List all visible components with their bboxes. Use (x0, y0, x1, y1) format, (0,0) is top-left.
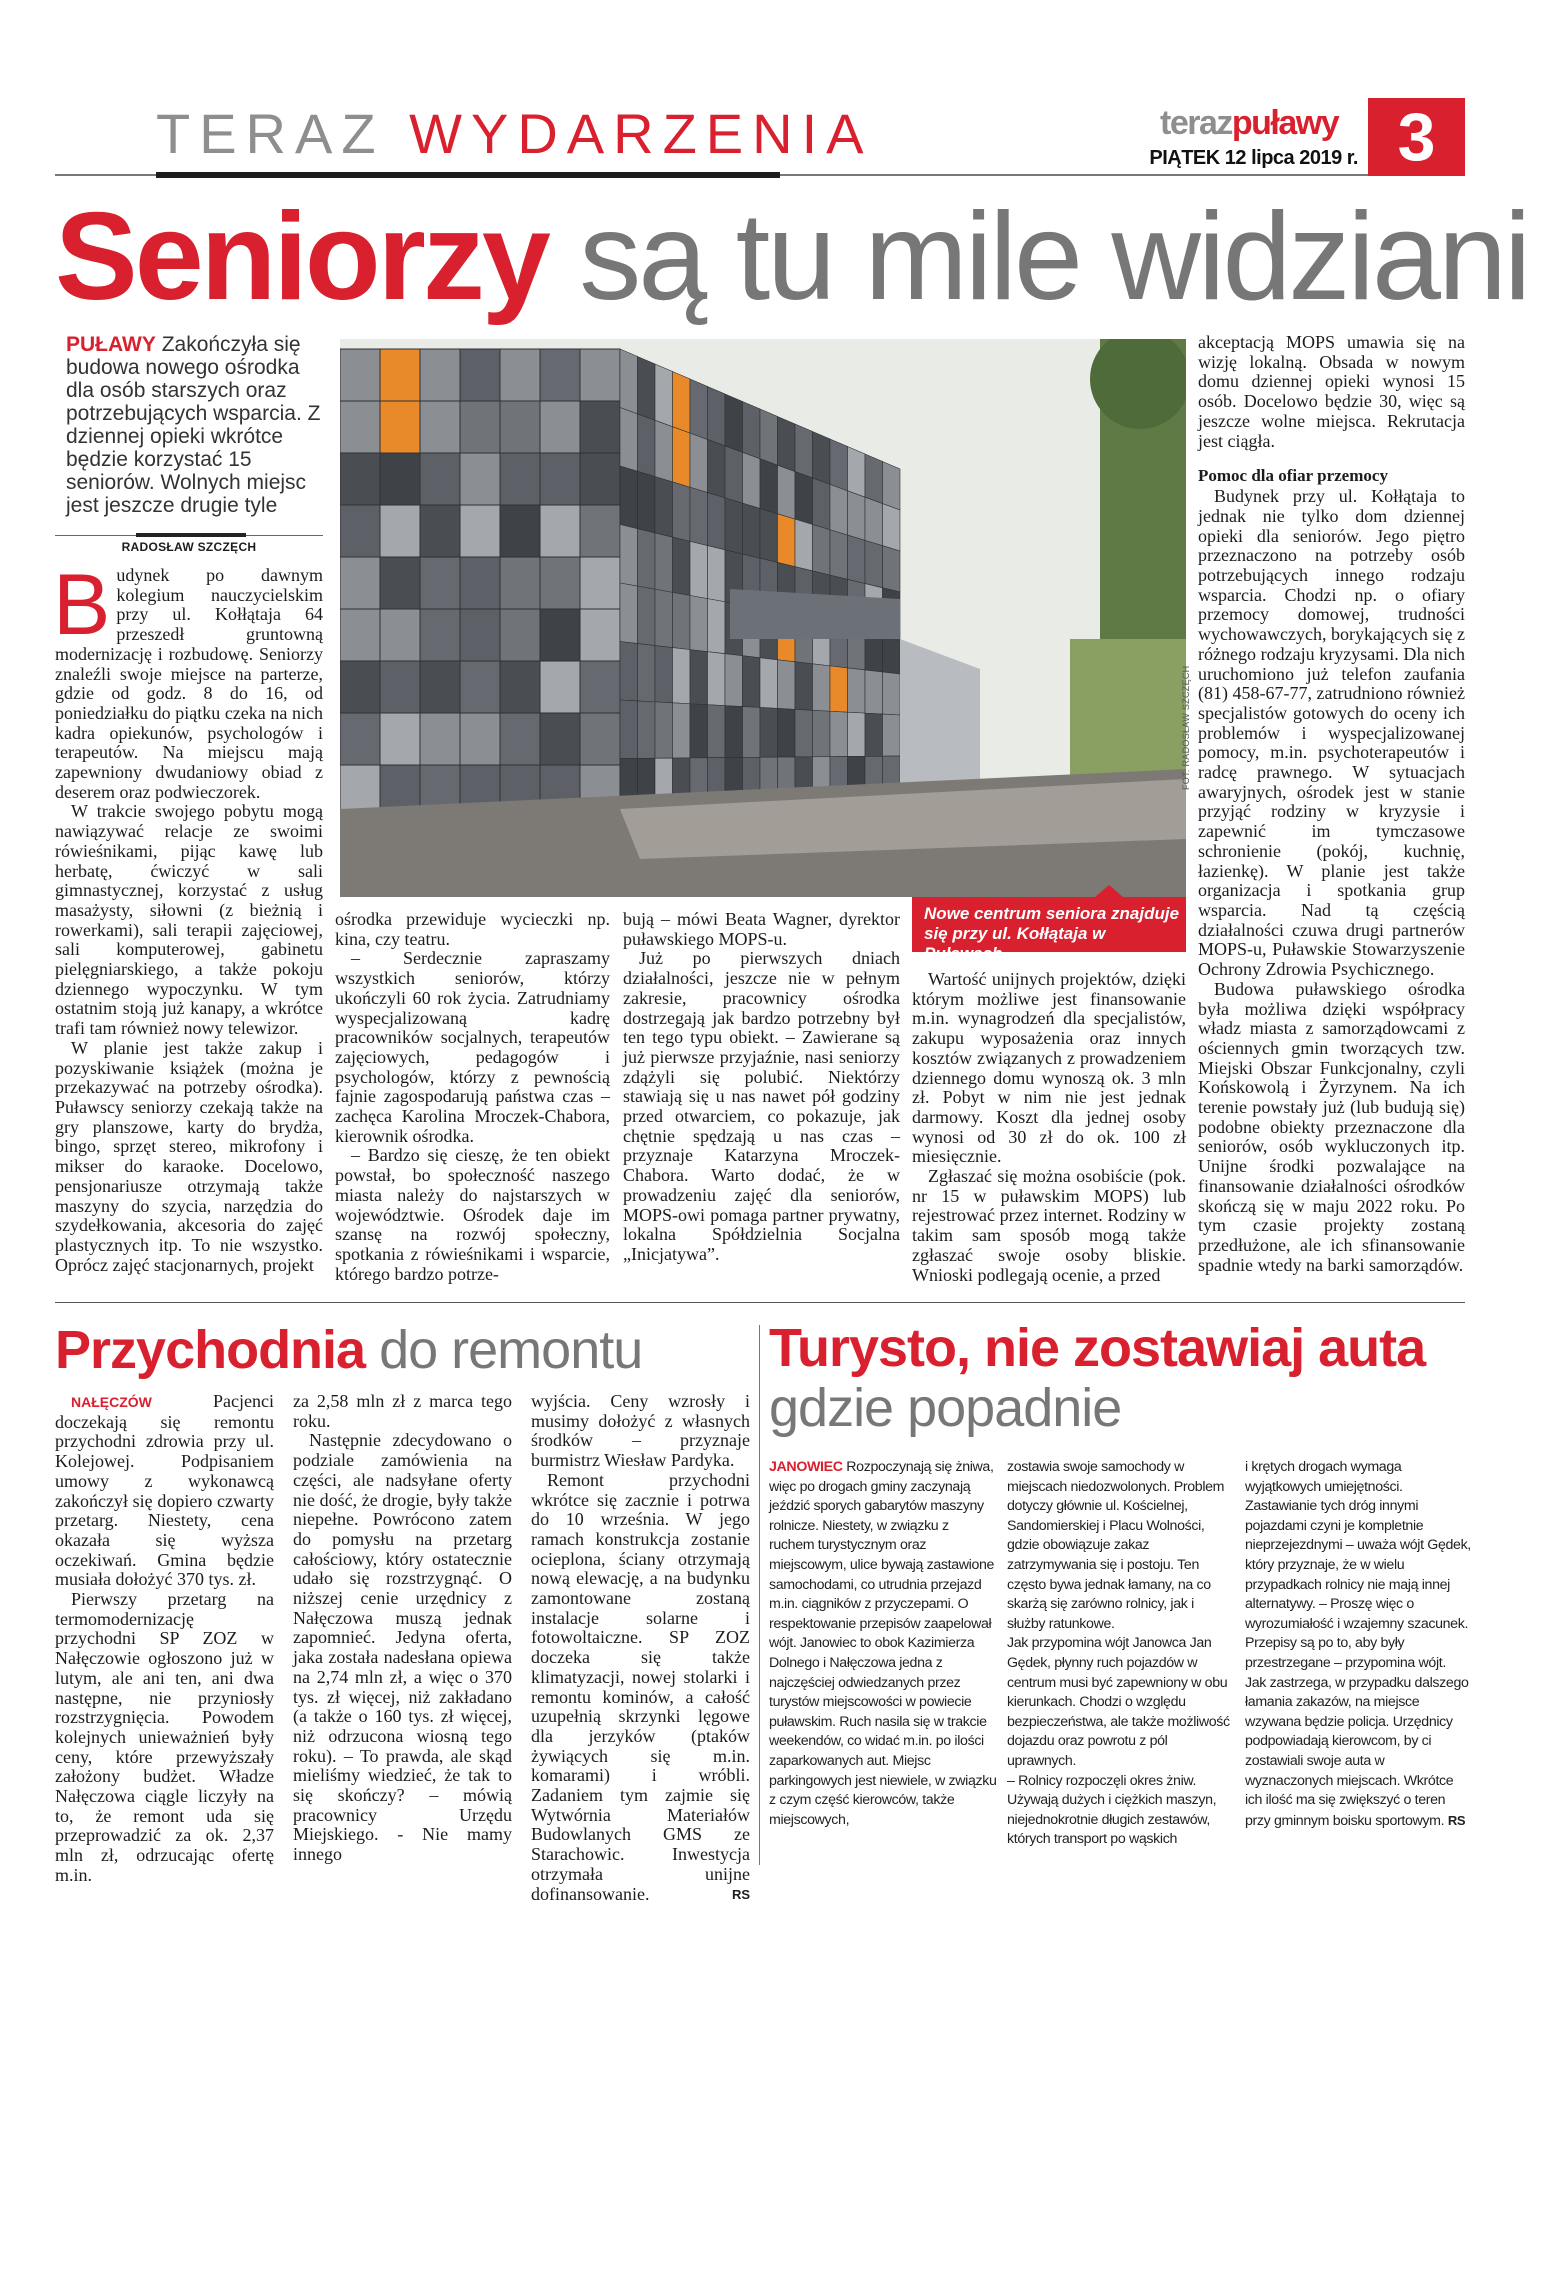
facade-panel (620, 408, 638, 472)
facade-panel (743, 656, 761, 708)
facade-panel (743, 402, 761, 459)
facade-panel (420, 401, 460, 453)
facade-panel (795, 709, 813, 757)
paragraph: bują – mówi Beata Wagner, dyrektor puławskiego MOPS-u. (623, 909, 900, 949)
facade-panel (708, 705, 726, 758)
facade-panel (865, 670, 883, 714)
facade-panel (778, 417, 796, 472)
facade-panel (830, 530, 848, 580)
paragraph: W trakcie swojego pobytu mogą nawiązywać relacje ze swoimi rówieśnikami, pijąc kawę lub herbatę, ćwiczyć w sali gimnastycznej, korzystać z usług masażysty, siłowni (z bieżnią i rowerkami), sali terapii zajęciowej, sali komputerowej, gabinetu pielęgniarskiego, a także pokoju dziennego wypoczynku. W tym ostatnim stoją już kanapy, a wkrótce trafi tam również nowy telewizor. (55, 801, 323, 1039)
facade-panel (673, 592, 691, 649)
headline-red: Seniorzy (55, 188, 548, 326)
facade-panel (830, 439, 848, 491)
paragraph-text: Pacjenci doczekają się remontu przychodni zdrowia przy ul. Kolejowej. Podpisaniem umowy z wykonawcą zakończył się dopiero czwarty przetarg. Niestety, cena okazała się wyższa oczekiwań. Gmina będzie musiała dołożyć 370 tys. zł. (55, 1391, 274, 1590)
paragraph-text: Remont przychodni wkrótce się zacznie i potrwa do 10 września. W jego ramach konstrukcja zostanie ocieplona, ściany otrzymają nową elewację, a na budynku zamontowane zostaną instalacje solarne i fotowoltaiczne. SP ZOZ doczeka się także klimatyzacji, nowej stolarki i remontu kominów, a całość uzupełnią skrzynki lęgowe dla jerzyków (ptaków żywiących się m.in. komarami) i wróbli. Zadaniem tym zajmie się Wytwórnia Materiałów Budowlanych GMS ze Starachowic. Inwestycja otrzymała unijne dofinansowanie. (531, 1469, 750, 1904)
newspaper-logo (1160, 104, 1338, 142)
facade-panel (540, 713, 580, 765)
facade-panel (460, 661, 500, 713)
headline-grey: są tu mile widziani (579, 188, 1529, 326)
facade-panel (830, 711, 848, 756)
facade-panel (460, 349, 500, 401)
tourist-headline-grey: gdzie popadnie (769, 1378, 1122, 1438)
facade-panel (813, 524, 831, 575)
facade-panel (420, 453, 460, 505)
facade-panel (620, 700, 638, 759)
facade-panel (500, 557, 540, 609)
facade-panel (778, 514, 796, 567)
facade-panel (340, 609, 380, 661)
facade-panel (500, 609, 540, 661)
caption-notch (1095, 885, 1123, 897)
facade-panel (673, 703, 691, 758)
paragraph: Pierwszy przetarg na termomodernizację przychodni SP ZOZ w Nałęczowie ogłoszono już w lutym, ale ani ten, ani dwa następne, nie przyniosły rozstrzygnięcia. Powodem kolejnych unieważnień były ceny, które przewyższały założony budżet. Władze Nałęczowa ciągle liczyły na to, że remont uda się przeprowadzić za ok. 2,37 mln zł, odrzucając ofertę m.in. (55, 1589, 274, 1885)
facade-panel (540, 661, 580, 713)
facade-panel (673, 648, 691, 704)
paragraph: Jak przypomina wójt Janowca Jan Gędek, płynny ruch pojazdów w centrum musi być zapewniony w obu kierunkach. Chodzi o względu bezpieczeństwa, ale także możliwość dojazdu oraz powrotu z pól uprawnych. (1007, 1635, 1230, 1769)
facade-panel (580, 557, 620, 609)
paragraph: Już po pierwszych dniach działalności, jeszcze nie w pełnym zakresie, pracownicy ośrodka dostrzegają jak bardzo potrzebny był ten tego typu obiekt. – Zawierane są już pierwsze przyjaźnie, nasi seniorzy zdążyli się polubić. Niektórzy stawiają się u nas nawet pół godziny przed otwarciem, co pokazuje, jak chętnie spędzają u nas czas – przyznaje Katarzyna Mroczek-Chabora. Warto dodać, że w prowadzeniu zajęć dla seniorów, MOPS-owi pomaga partner prywatny, lokalna Spółdzielnia Socjalna „Inicjatywa”. (623, 948, 900, 1264)
facade-panel (795, 662, 813, 711)
clinic-column-2 (293, 1392, 512, 1865)
paragraph: ośrodka przewiduje wycieczki np. kina, czy teatru. (335, 909, 610, 949)
facade-panel (638, 644, 656, 702)
facade-panel (795, 519, 813, 571)
facade-panel (460, 505, 500, 557)
photo-caption: Nowe centrum seniora znajduje się przy ul. Kołłątaja w Puławach (912, 897, 1186, 952)
facade-panel (500, 349, 540, 401)
facade-panel (540, 557, 580, 609)
lead-paragraph (66, 333, 326, 517)
facade-panel (340, 453, 380, 505)
facade-panel (580, 401, 620, 453)
facade-panel (865, 497, 883, 546)
facade-panel (830, 484, 848, 535)
facade-panel (638, 414, 656, 477)
facade-panel (380, 713, 420, 765)
tourist-location: JANOWIEC (769, 1459, 843, 1475)
facade-panel (655, 702, 673, 758)
facade-panel (690, 541, 708, 598)
tourist-column-2 (1007, 1458, 1235, 1850)
facade-panel (865, 713, 883, 756)
facade-panel (778, 708, 796, 757)
paragraph (53, 557, 323, 802)
facade-panel (760, 459, 778, 514)
section-divider (55, 1302, 1465, 1303)
facade-panel (883, 672, 901, 715)
facade-panel (813, 478, 831, 530)
facade-panel (655, 646, 673, 703)
facade-panel (540, 401, 580, 453)
facade-panel (638, 586, 656, 645)
tourist-column-1 (769, 1458, 997, 1830)
paragraph (55, 1392, 274, 1590)
facade-panel (420, 557, 460, 609)
facade-panel (778, 465, 796, 519)
facade-panel (673, 372, 691, 434)
facade-panel (460, 713, 500, 765)
facade-panel (865, 454, 883, 504)
facade-panel (340, 505, 380, 557)
facade-panel (813, 432, 831, 485)
article-column-1 (53, 557, 323, 1275)
facade-panel (760, 509, 778, 563)
lead-text: Zakończyła się budowa nowego ośrodka dla osób starszych oraz potrzebujących wsparcia. Z dziennej opieki wkrótce będzie korzystać 15 seniorów. Wolnych miejsc jest jeszcze drugie tyle (66, 333, 321, 517)
facade-panel (743, 503, 761, 558)
clinic-headline (55, 1318, 642, 1382)
paragraph-text: Jak zastrzega, w przypadku dalszego łamania zakazów, na miejsce wzywana będzie policja. Urzędnicy podpowiadają kierowcom, by ci zostawiali swoje auta w wyznaczonych miejscach. Wkrótce ich ilość ma się zwiększyć o teren przy gminnym boisku sportowym. (1245, 1674, 1469, 1829)
paragraph: za 2,58 mln zł z marca tego roku. (293, 1391, 512, 1431)
facade-panel (655, 533, 673, 592)
facade-panel (540, 349, 580, 401)
paragraph (531, 1471, 750, 1904)
byline: RADOSŁAW SZCZĘCH (121, 540, 257, 554)
facade-panel (708, 546, 726, 602)
paragraph: wyjścia. Ceny wzrosły i musimy dołożyć z własnych środków – przyznaje burmistrz Wiesław Pardyka. (531, 1391, 750, 1471)
facade-panel (813, 710, 831, 756)
facade-panel (725, 706, 743, 758)
section-title (156, 104, 872, 164)
facade-panel (690, 650, 708, 705)
paragraph: akceptacją MOPS umawia się na wizję lokalną. Obsada w nowym domu dziennej opieki wynosi 15 osób. Docelowo będzie 30, więc są jeszcze wolne miejsca. Rekrutacja jest ciągła. (1198, 332, 1465, 451)
facade-panel (620, 525, 638, 587)
author-signature: RS (731, 1886, 750, 1902)
issue-date: PIĄTEK 12 lipca 2019 r. (1149, 147, 1358, 169)
subheading: Pomoc dla ofiar przemocy (1198, 466, 1388, 486)
facade-panel (500, 661, 540, 713)
facade-panel (340, 349, 380, 401)
facade-panel (580, 453, 620, 505)
facade-panel (500, 505, 540, 557)
facade-panel (460, 453, 500, 505)
headline-grey: do remontu (379, 1320, 643, 1380)
paragraph: Wartość unijnych projektów, dzięki którym możliwe jest finansowanie m.in. wynagrodzeń dla specjalistów, zakupu wyposażenia oraz innych kosztów związanych z prowadzeniem dziennego domu wynoszą ok. 3 mln zł. Pobyt w nim nie jest jednak darmowy. Koszt dla jednej osoby wynosi od 30 zł do ok. 100 zł miesięcznie. (912, 969, 1186, 1167)
headline-red: Przychodnia (55, 1320, 366, 1380)
facade-panel (725, 446, 743, 503)
facade-panel (725, 498, 743, 554)
facade-panel (848, 535, 866, 584)
facade-panel (340, 713, 380, 765)
facade-panel (848, 712, 866, 756)
paragraph: Budynek przy ul. Kołłątaja to jednak nie tylko dom dziennej opieki dla seniorów. Jego piętro przeznaczono na potrzeby osób potrzebujących innego rodzaju wsparcia. Chodzi np. o ofiary przemocy domowej, trudności wychowawczych, borykających się z różnego rodzaju kryzysami. Dla nich uruchomiono już telefon zaufania (81) 458-67-77, zatrudniono również specjalistów gotowych do oceny ich problemów i wyspecjalizowanej pomocy, m.in. psychoterapeutów i radcę prawnego. W sytuacjach awaryjnych, ośrodek jest w stanie przyjąć rodziny w kryzysie i zapewnić im tymczasowe schronienie (pokój, kuchnię, łazienkę). W planie jest także organizacja i spotkania grup wsparcia. Nad tą częścią działalności czuwa drugi partnerów MOPS-u, Puławskie Stowarzyszenie Ochrony Zdrowia Psychicznego. (1198, 486, 1465, 980)
facade-panel (708, 440, 726, 498)
paragraph: W planie jest także zakup i pozyskiwanie książek (można je przekazywać na potrzeby ośrodka). Puławscy seniorzy czekają także na gry planszowe, karty do brydża, bingo, sprzęt stereo, mikrofony i mikser do karaoke. Docelowo, pensjonariusze otrzymają także maszyny do szycia, narzędzia do szydełkowania, akcesoria do zajęć plastycznych itp. To nie wszystko. Oprócz zajęć stacjonarnych, projekt (55, 1037, 323, 1275)
facade-panel (690, 596, 708, 652)
facade-panel (420, 505, 460, 557)
facade-panel (380, 401, 420, 453)
paragraph: – Rolnicy rozpoczęli okres żniw. Używają dużych i ciężkich maszyn, niejednokrotnie długich zestawów, których transport po wąskich (1007, 1772, 1217, 1848)
paragraph: – Bardzo się cieszę, że ten obiekt powstał, bo społeczność naszego miasta należy do najstarszych w województwie. Ośrodek daje im szansę na rozwój społeczny, spotkania z rówieśnikami i wsparcie, którego bardzo potrze- (335, 1145, 610, 1284)
facade-panel (580, 713, 620, 765)
photo-credit: FOT. RADOSŁAW SZCZĘCH (1181, 665, 1191, 790)
article-column-4 (912, 970, 1186, 1285)
page-number: 3 (1368, 98, 1465, 176)
section-title-red: WYDARZENIA (409, 102, 873, 165)
drop-cap: B (53, 557, 111, 653)
facade-panel (460, 609, 500, 661)
facade-panel (865, 540, 883, 587)
article-column-5 (1198, 333, 1465, 1275)
facade-panel (690, 433, 708, 492)
clinic-column-1 (55, 1392, 274, 1886)
facade-panel (778, 660, 796, 710)
facade-panel (883, 714, 901, 756)
paragraph-text: Rozpoczynają się żniwa, więc po drogach gminy zaczynają jeździć sporych gabarytów maszyny rolnicze. Niestety, w związku z ruchem turystycznym oraz miejscowym, ulice bywają zastawione samochodami, co utrudnia przejazd m.in. ciągników z przyczepami. O respektowanie przepisów zaapelował wójt. Janowiec to obok Kazimierza Dolnego i Nałęczowa jedna z najczęściej odwiedzanych przez turystów miejscowości w powiecie puławskim. Ruch nasila się w trakcie weekendów, co widać m.in. po ilości zaparkowanych aut. Miejsc parkingowych jest niewiele, w związku z czym część kierowców, także miejscowych, (769, 1459, 997, 1828)
byline-bar (136, 533, 246, 537)
facade-panel (460, 401, 500, 453)
paragraph: – Serdecznie zapraszamy wszystkich seniorów, którzy ukończyli 60 rok życia. Zatrudniamy wyspecjalizowaną kadrę pracowników socjalnych, terapeutów zajęciowych, pedagogów i psychologów, którzy z pewnością fajnie zagospodarują państwa czas – zachęca Karolina Mroczek-Chabora, kierownik ośrodka. (335, 948, 610, 1146)
facade-panel (638, 471, 656, 533)
paragraph: zostawia swoje samochody w miejscach niedozwolonych. Problem dotyczy głównie ul. Kościelnej, Sandomierskiej i Placu Wolności, gdzie obowiązuje zakaz zatrzymywania się i postoju. Ten często bywa jednak łamany, na co skarżą się zarówno rolnicy, jak i służby ratunkowe. (1007, 1459, 1225, 1632)
facade-panel (380, 349, 420, 401)
logo-red: puławy (1231, 104, 1339, 142)
paragraph: Następnie zdecydowano o podziale zamówienia na części, ale nadsyłane oferty nie dość, że drogie, były także niepełne. Powrócono zatem do pomysłu na przetarg całościowy, który ostatecznie udało się rozstrzygnąć. O niższej cenie urzędnicy z Nałęczowa muszą jednak zapomnieć. Jedyna oferta, jaka została nadesłana opiewa na 2,74 mln zł, a więc o 370 tys. zł więcej, niż zakładano (a także o 160 tys. zł więcej, niż odrzucona wiosną tego roku). – To prawda, ale skąd mieliśmy wiedzieć, że tak to się skończy? – mówią pracownicy Urzędu Miejskiego. - Nie mamy innego (293, 1430, 512, 1865)
facade-panel (420, 713, 460, 765)
building-photo (340, 339, 1186, 897)
facade-panel (580, 661, 620, 713)
facade-panel (760, 658, 778, 709)
facade-panel (620, 349, 638, 414)
paragraph-text: udynek po dawnym kolegium nauczycielskim przy ul. Kołłątaja 64 przeszedł gruntowną modernizację i rozbudowę. Seniorzy znaleźli swoje miejsce na parterze, gdzie od godz. 8 do 16, od poniedziałku do piątku czeka na nich kadra opiekunów, psychologów i terapeutów. Na miejscu mają zapewniony dwudaniowy obiad z deserem oraz podwieczorek. (55, 565, 323, 802)
tourist-column-3 (1245, 1458, 1473, 1831)
facade-panel (725, 654, 743, 707)
facade-panel (580, 349, 620, 401)
facade-panel (340, 557, 380, 609)
facade-panel (673, 537, 691, 595)
facade-panel (500, 453, 540, 505)
facade-panel (500, 713, 540, 765)
facade-panel (883, 504, 901, 551)
facade-panel (620, 583, 638, 644)
facade-panel (848, 491, 866, 541)
facade-panel (760, 409, 778, 465)
facade-panel (380, 505, 420, 557)
facade-panel (673, 482, 691, 541)
facade-panel (743, 452, 761, 508)
main-headline (55, 188, 1529, 326)
facade-panel (690, 379, 708, 440)
clinic-location: NAŁĘCZÓW (71, 1394, 152, 1410)
facade-panel (620, 642, 638, 701)
article-column-3 (623, 910, 900, 1265)
facade-panel (460, 557, 500, 609)
facade-panel (638, 357, 656, 421)
facade-panel (708, 387, 726, 446)
author-signature: RS (1447, 1812, 1466, 1828)
facade-panel (848, 668, 866, 713)
facade-panel (540, 505, 580, 557)
facade-panel (655, 420, 673, 482)
facade-panel (620, 466, 638, 529)
facade-panel (813, 664, 831, 711)
facade-panel (690, 487, 708, 545)
facade-panel (848, 447, 866, 498)
facade-panel (380, 609, 420, 661)
facade-panel (883, 462, 901, 511)
facade-panel (500, 401, 540, 453)
facade-panel (540, 453, 580, 505)
paragraph: Budowa puławskiego ośrodka była możliwa dzięki współpracy władz miasta z samorządowcami z ościennych gmin tworzących tzw. Miejski Obszar Funkcjonalny, czyli Końskowolą i Żyrzynem. Na ich terenie powstały już (lub budują się) podobne obiekty przeznaczone dla seniorów, osób wykluczonych itp. Unijne środki pozwalające na finansowanie działalności ośrodków skończą się w maju 2022 roku. Po tym czasie projekty zostaną przedłużone, ale ich sfinansowanie spadnie wtedy na barki samorządów. (1198, 978, 1465, 1275)
logo-grey: teraz (1160, 104, 1232, 142)
facade-panel (638, 529, 656, 590)
facade-panel (380, 661, 420, 713)
column-divider (759, 1325, 760, 1865)
facade-panel (708, 493, 726, 550)
clinic-column-3 (531, 1392, 750, 1904)
facade-panel (420, 349, 460, 401)
facade-panel (690, 704, 708, 758)
facade-panel (725, 394, 743, 452)
facade-panel (883, 546, 901, 592)
facade-panel (655, 477, 673, 538)
facade-panel (708, 599, 726, 654)
facade-panel (540, 609, 580, 661)
building-photo-image (340, 339, 1186, 897)
facade-panel (340, 401, 380, 453)
facade-panel (673, 427, 691, 488)
facade-panel (420, 609, 460, 661)
paragraph: i krętych drogach wymaga wyjątkowych umiejętności. Zastawianie tych dróg innymi pojazdami czyni je kompletnie nieprzejezdnymi – uważa wójt Gędek, który przyznaje, że w wielu przypadkach rolnicy nie mają innej alternatywy. – Proszę więc o wyrozumiałość i wzajemny szacunek. Przepisy są po to, aby były przestrzegane – przypomina wójt. (1245, 1459, 1471, 1671)
facade-panel (380, 557, 420, 609)
facade-panel (580, 609, 620, 661)
paragraph (769, 1458, 997, 1830)
facade-panel (830, 666, 848, 712)
facade-panel (795, 424, 813, 478)
facade-panel (420, 661, 460, 713)
lead-location: PUŁAWY (66, 333, 156, 356)
header-accent-bar (156, 172, 780, 178)
facade-panel (708, 652, 726, 706)
facade-panel (340, 661, 380, 713)
paragraph (1245, 1674, 1473, 1832)
facade-panel (638, 701, 656, 758)
facade-panel (760, 708, 778, 758)
facade-panel (580, 505, 620, 557)
tourist-headline-red: Turysto, nie zostawiaj auta (769, 1318, 1426, 1378)
section-title-grey: TERAZ (156, 102, 385, 165)
article-column-2 (335, 910, 610, 1284)
facade-panel (655, 589, 673, 647)
paragraph: Zgłaszać się można osobiście (pok. nr 15 w puławskim MOPS) lub rejestrować przez internet. Rodziny w takim sam sposób mogą także zgłaszać swoje osoby bliskie. Wnioski podlegają ocenie, a przed (912, 1166, 1186, 1285)
facade-panel (743, 707, 761, 758)
facade-panel (380, 453, 420, 505)
facade-panel (795, 472, 813, 525)
facade-panel (655, 364, 673, 427)
